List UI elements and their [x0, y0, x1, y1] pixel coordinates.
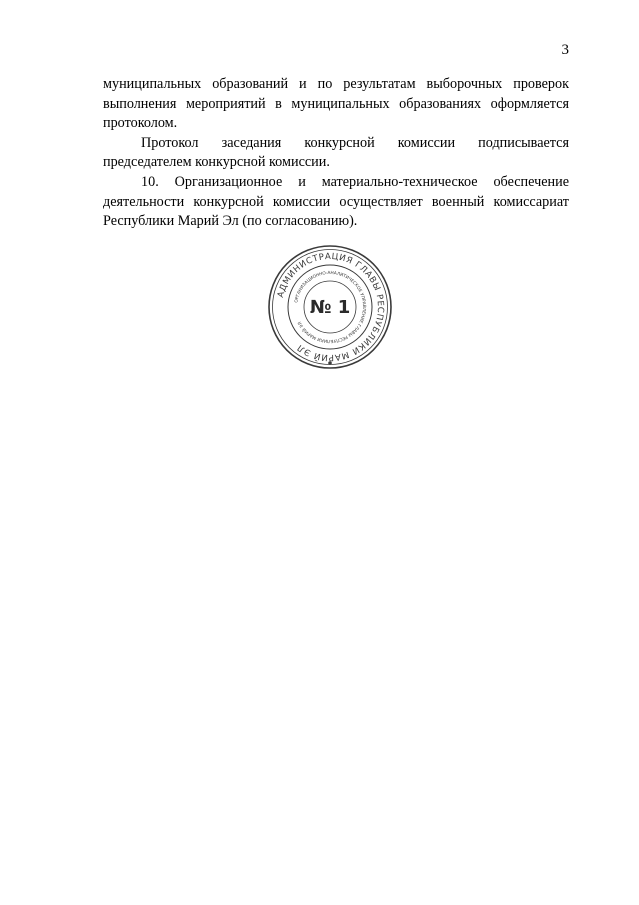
paragraph-protocol-signing: Протокол заседания конкурсной комиссии подписывается председателем конкурсной комиссии.	[103, 134, 569, 171]
seal-outer-text: АДМИНИСТРАЦИЯ ГЛАВЫ РЕСПУБЛИКИ МАРИЙ ЭЛ	[275, 251, 386, 363]
seal-center-number: № 1	[309, 297, 351, 318]
body-text	[103, 75, 569, 232]
page-number: 3	[561, 42, 569, 58]
paragraph-item-10: 10. Организационное и материально-техническое обеспечение деятельности конкурсной комиссии осуществляет военный комиссариат Республики Марий Эл (по согласованию).	[103, 173, 569, 230]
seal-inner-text: ОРГАНИЗАЦИОННО-АНАЛИТИЧЕСКОЕ УПРАВЛЕНИЕ ГЛАВЫ РЕСПУБЛИКИ МАРИЙ ЭЛ	[294, 270, 367, 344]
official-seal	[267, 244, 393, 370]
seal-graphic	[267, 244, 393, 370]
paragraph-continuation: муниципальных образований и по результатам выборочных проверок выполнения мероприятий в муниципальных образованиях оформляется протоколом.	[103, 76, 569, 132]
